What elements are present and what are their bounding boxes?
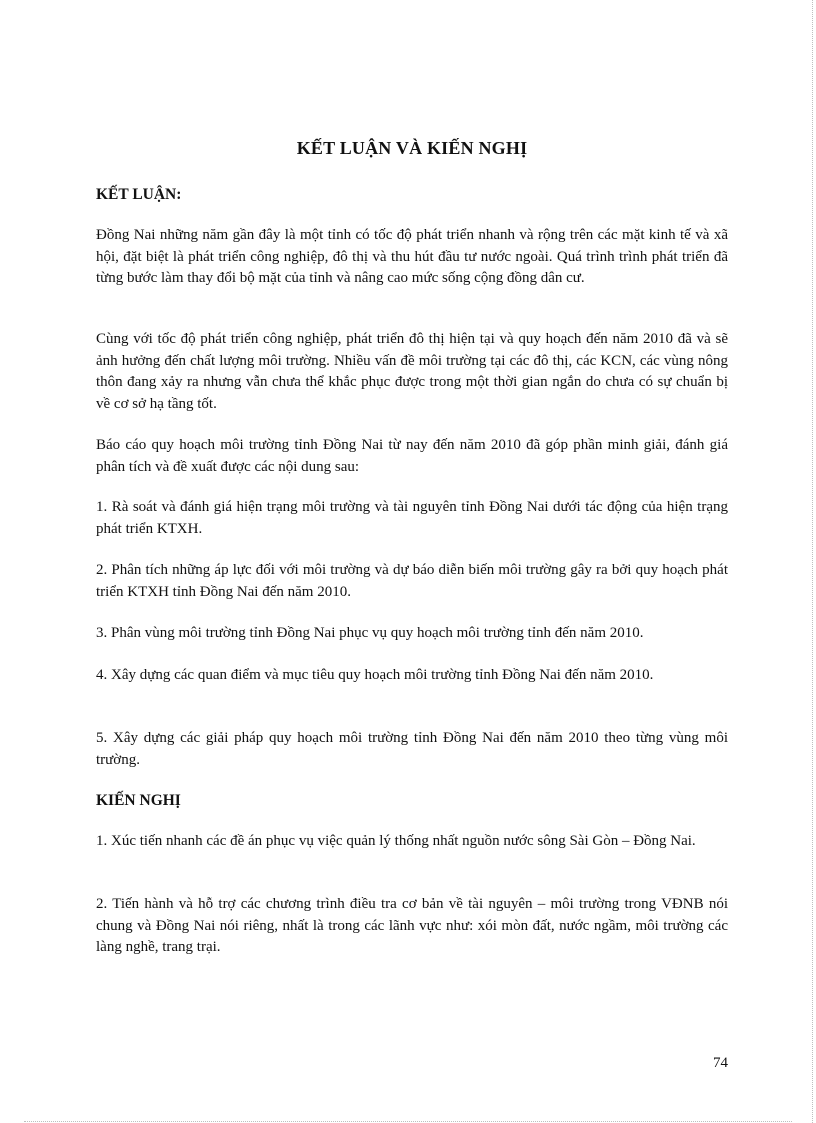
conclusion-item-5: 5. Xây dựng các giải pháp quy hoạch môi trường tỉnh Đồng Nai đến năm 2010 theo từng vùng môi trường. (96, 730, 728, 768)
conclusion-item-1: 1. Rà soát và đánh giá hiện trạng môi trường và tài nguyên tỉnh Đồng Nai dưới tác động của hiện trạng phát triển KTXH. (96, 499, 728, 537)
conclusion-item-3: 3. Phân vùng môi trường tỉnh Đồng Nai phục vụ quy hoạch môi trường tỉnh đến năm 2010. (96, 625, 644, 641)
recommendation-heading: KIẾN NGHỊ (96, 792, 181, 809)
conclusion-item-4: 4. Xây dựng các quan điểm và mục tiêu quy hoạch môi trường tỉnh Đồng Nai đến năm 2010. (96, 667, 654, 683)
conclusion-paragraph-1: Đồng Nai những năm gần đây là một tỉnh có tốc độ phát triển nhanh và rộng trên các mặt kinh tế và xã hội, đặt biệt là phát triển công nghiệp, đô thị và thu hút đầu tư nước ngoài. Quá trình trình phát triển đã từng bước làm thay đổi bộ mặt của tỉnh và nâng cao mức sống cộng đồng dân cư. (96, 227, 728, 286)
page-bottom-border (24, 1121, 792, 1122)
page-number: 74 (713, 1055, 728, 1071)
recommendation-item-1: 1. Xúc tiến nhanh các đề án phục vụ việc quản lý thống nhất nguồn nước sông Sài Gòn – Đồng Nai. (96, 833, 696, 849)
document-page (96, 0, 728, 1123)
conclusion-paragraph-2: Cùng với tốc độ phát triển công nghiệp, phát triển đô thị hiện tại và quy hoạch đến năm 2010 đã và sẽ ảnh hưởng đến chất lượng môi trường. Nhiều vấn đề môi trường tại các đô thị, các KCN, các vùng nông thôn đang xảy ra nhưng vẫn chưa thể khắc phục được trong một thời gian ngắn do chưa có sự chuẩn bị về cơ sở hạ tầng tốt. (96, 331, 728, 412)
page-title: KẾT LUẬN VÀ KIẾN NGHỊ (296, 138, 528, 158)
page-right-border (812, 0, 813, 1123)
recommendation-item-2: 2. Tiến hành và hỗ trợ các chương trình điều tra cơ bản về tài nguyên – môi trường trong VĐNB nói chung và Đồng Nai nói riêng, nhất là trong các lãnh vực như: xói mòn đất, nước ngầm, môi trường các làng nghề, trang trại. (96, 896, 728, 955)
conclusion-heading: KẾT LUẬN: (96, 186, 182, 203)
conclusion-item-2: 2. Phân tích những áp lực đối với môi trường và dự báo diễn biến môi trường gây ra bởi quy hoạch phát triển KTXH tỉnh Đồng Nai đến năm 2010. (96, 562, 728, 600)
conclusion-paragraph-3: Báo cáo quy hoạch môi trường tỉnh Đồng Nai từ nay đến năm 2010 đã góp phần minh giải, đánh giá phân tích và đề xuất được các nội dung sau: (96, 437, 728, 475)
